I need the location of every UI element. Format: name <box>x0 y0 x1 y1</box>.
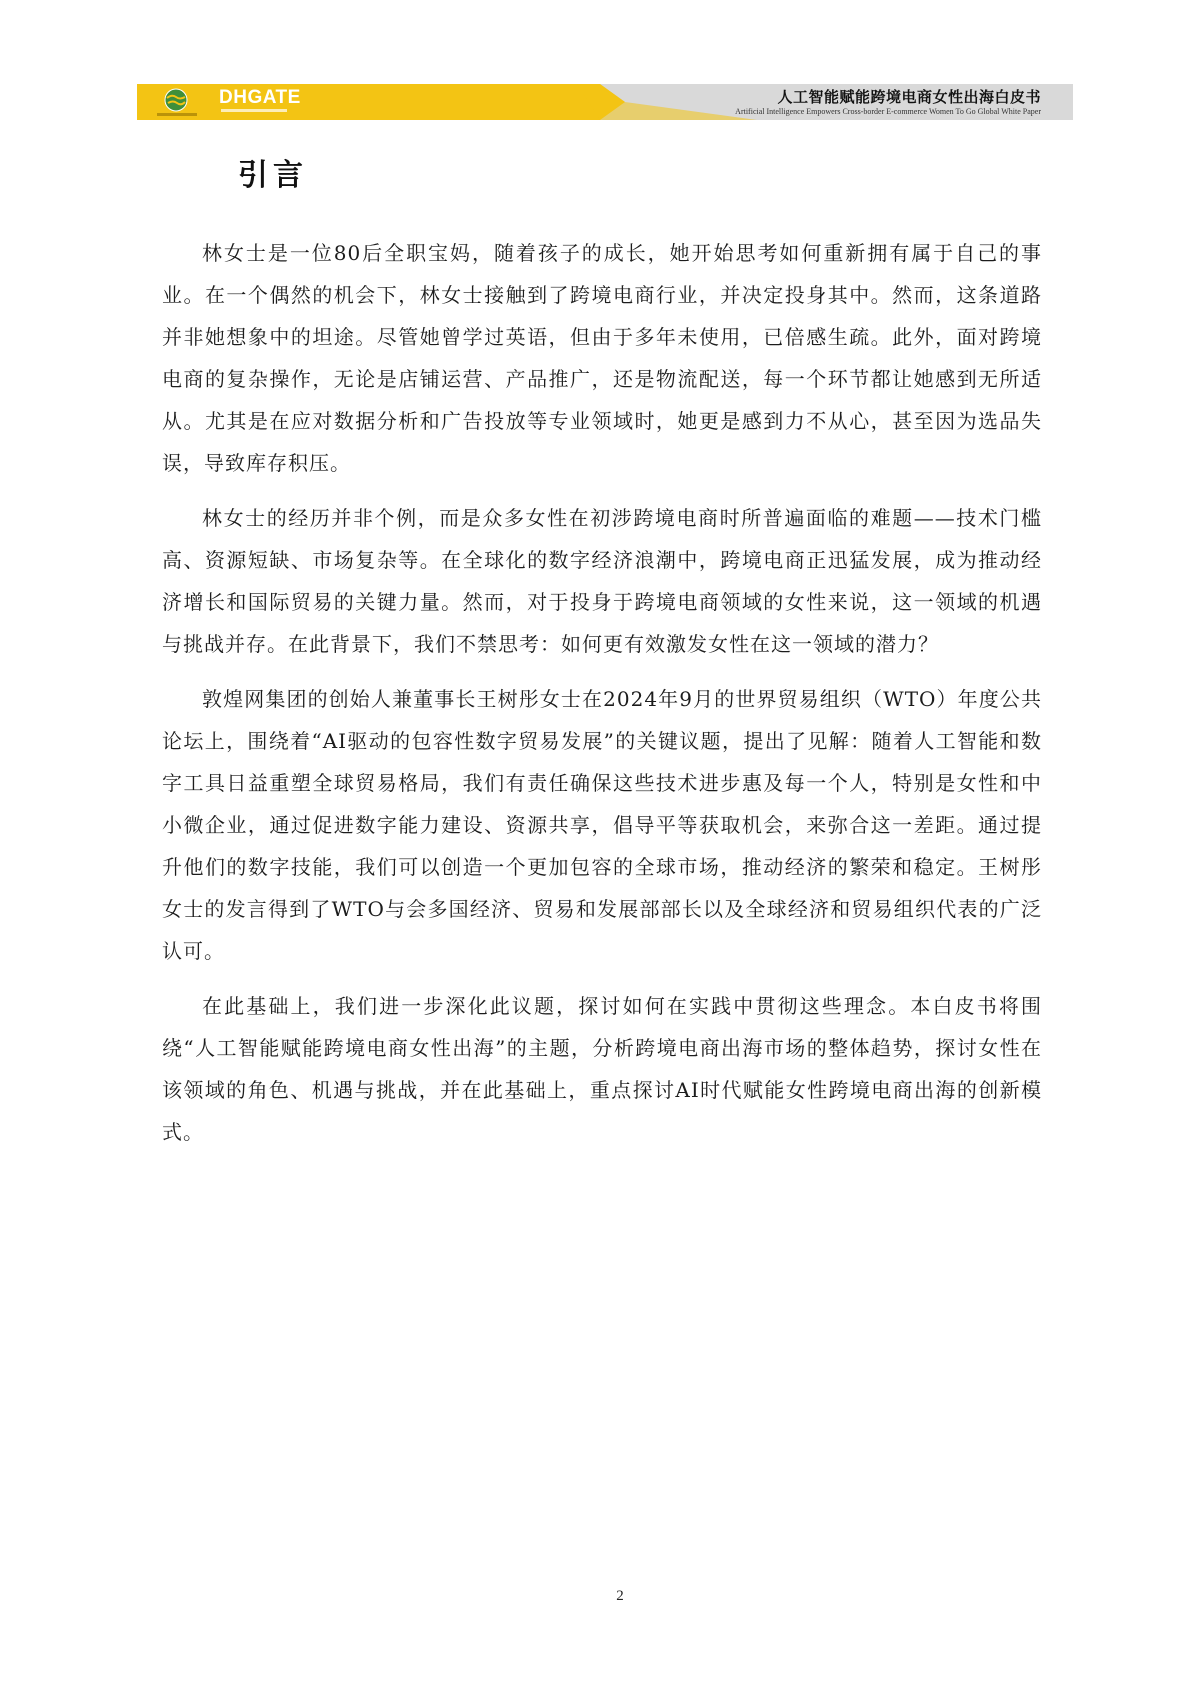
logo-caption <box>157 113 197 116</box>
paragraph-2: 林女士的经历并非个例，而是众多女性在初涉跨境电商时所普遍面临的难题——技术门槛高、资源短缺、市场复杂等。在全球化的数字经济浪潮中，跨境电商正迅猛发展，成为推动经济增长和国际贸易的关键力量。然而，对于投身于跨境电商领域的女性来说，这一领域的机遇与挑战并存。在此背景下，我们不禁思考：如何更有效激发女性在这一领域的潜力？ <box>162 506 1042 656</box>
body-content <box>162 232 1042 1166</box>
header-title-chinese: 人工智能赋能跨境电商女性出海白皮书 <box>777 88 1041 106</box>
page-number: 2 <box>616 1588 624 1604</box>
globe-logo-icon <box>163 87 189 113</box>
page-header <box>137 84 1073 120</box>
header-title-english: Artificial Intelligence Empowers Cross-border E-commerce Women To Go Global White Paper <box>735 107 1041 116</box>
paragraph-4: 在此基础上，我们进一步深化此议题，探讨如何在实践中贯彻这些理念。本白皮书将围绕“人工智能赋能跨境电商女性出海”的主题，分析跨境电商出海市场的整体趋势，探讨女性在该领域的角色、机遇与挑战，并在此基础上，重点探讨AI时代赋能女性跨境电商出海的创新模式。 <box>162 994 1042 1144</box>
paragraph-1: 林女士是一位80后全职宝妈，随着孩子的成长，她开始思考如何重新拥有属于自己的事业。在一个偶然的机会下，林女士接触到了跨境电商行业，并决定投身其中。然而，这条道路并非她想象中的坦途。尽管她曾学过英语，但由于多年未使用，已倍感生疏。此外，面对跨境电商的复杂操作，无论是店铺运营、产品推广，还是物流配送，每一个环节都让她感到无所适从。尤其是在应对数据分析和广告投放等专业领域时，她更是感到力不从心，甚至因为选品失误，导致库存积压。 <box>162 241 1042 475</box>
paragraph-3: 敦煌网集团的创始人兼董事长王树彤女士在2024年9月的世界贸易组织（WTO）年度公共论坛上，围绕着“AI驱动的包容性数字贸易发展”的关键议题，提出了见解：随着人工智能和数字工具日益重塑全球贸易格局，我们有责任确保这些技术进步惠及每一个人，特别是女性和中小微企业，通过促进数字能力建设、资源共享，倡导平等获取机会，来弥合这一差距。通过提升他们的数字技能，我们可以创造一个更加包容的全球市场，推动经济的繁荣和稳定。王树彤女士的发言得到了WTO与会多国经济、贸易和发展部部长以及全球经济和贸易组织代表的广泛认可。 <box>162 687 1042 963</box>
brand-logo-text: DHGATE <box>219 87 301 108</box>
section-title: 引言 <box>238 158 308 193</box>
brand-logo-tagline <box>221 109 287 112</box>
header-band-yellow <box>137 84 625 120</box>
